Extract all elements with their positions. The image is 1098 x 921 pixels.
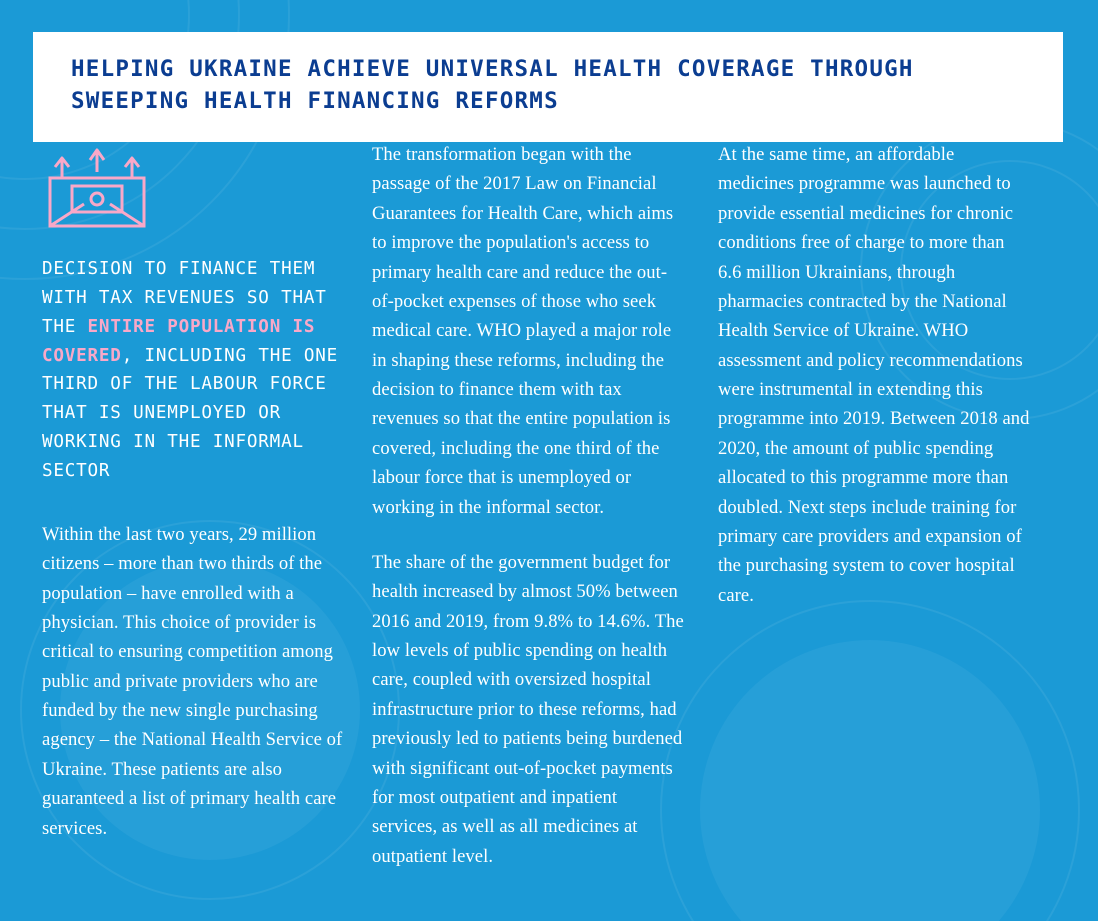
- middle-paragraph-2: The share of the government budget for health increased by almost 50% between 2016 and 2019, from 9.8% to 14.6%. The low levels of public spending on health care, coupled with oversized hospital infrastructure prior to these reforms, had previously led to patients being burdened with significant out-of-pocket payments for most outpatient and inpatient services, as well as all medicines at outpatient level.: [372, 551, 684, 867]
- column-left: [28, 140, 342, 871]
- left-paragraph-1: Within the last two years, 29 million citizens – more than two thirds of the population – have enrolled with a physician. This choice of provider is critical to ensuring competition among public and private providers who are funded by the new single purchasing agency – the National Health Service of Ukraine. These patients are also guaranteed a list of primary health care services.: [42, 523, 343, 839]
- content-columns: [28, 140, 1070, 871]
- pull-quote-highlight: ENTIRE POPULATION IS COVERED: [42, 316, 316, 366]
- page-title: HELPING UKRAINE ACHIEVE UNIVERSAL HEALTH COVERAGE THROUGH SWEEPING HEALTH FINANCING REFORMS: [71, 56, 914, 114]
- middle-paragraph-1: The transformation began with the passage of the 2017 Law on Financial Guarantees for Health Care, which aims to improve the population's access to primary health care and reduce the out-of-pocket expenses of those who seek medical care. WHO played a major role in shaping these reforms, including the decision to finance them with tax revenues so that the entire population is covered, including the one third of the labour force that is unemployed or working in the informal sector.: [372, 144, 674, 518]
- right-paragraph-1: At the same time, an affordable medicines programme was launched to provide essential medicines for chronic conditions free of charge to more than 6.6 million Ukrainians, through pharmacies contracted by the National Health Service of Ukraine. WHO assessment and policy recommendations were instrumental in extending this programme into 2019. Between 2018 and 2020, the amount of public spending allocated to this programme more than doubled. Next steps include training for primary care providers and expansion of the purchasing system to cover hospital care.: [718, 144, 1030, 606]
- column-right: [718, 140, 1034, 871]
- envelope-money-arrows-icon: [42, 148, 152, 233]
- column-middle: [372, 140, 688, 871]
- pull-quote-part-1: DECISION TO FINANCE THEM WITH TAX REVENUES SO THAT THE: [42, 259, 327, 337]
- pull-quote-part-2: , INCLUDING THE ONE THIRD OF THE LABOUR FORCE THAT IS UNEMPLOYED OR WORKING IN THE INFORMAL SECTOR: [42, 345, 339, 481]
- pull-quote: [42, 255, 358, 486]
- title-banner: [33, 32, 1063, 142]
